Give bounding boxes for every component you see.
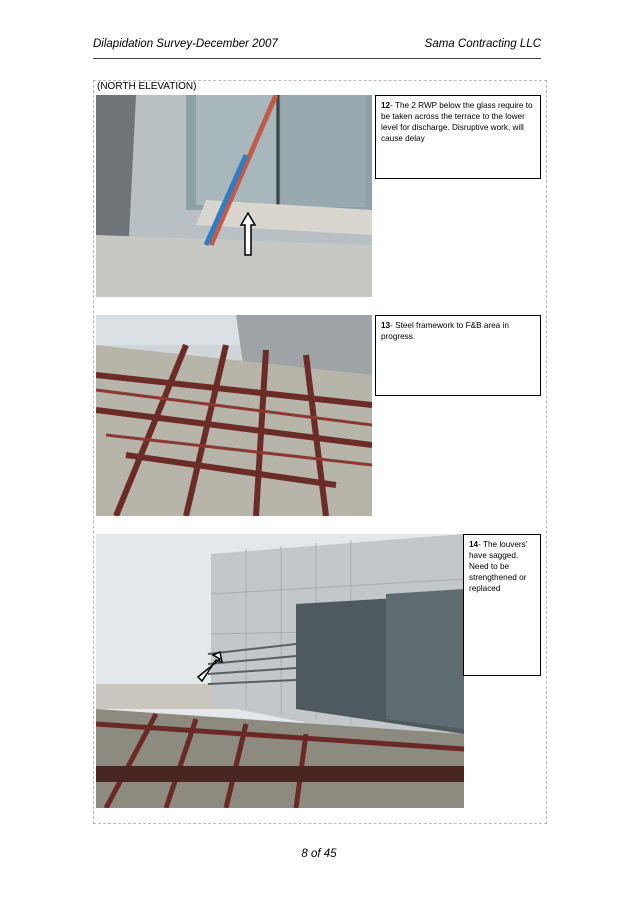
- photo-steel-framework: [96, 315, 372, 516]
- item-14-number: 14: [469, 540, 479, 549]
- item-13-text: - Steel framework to F&B area in progress.: [381, 321, 509, 341]
- page-number: 8 of 45: [301, 848, 337, 860]
- item-13-number: 13: [381, 321, 391, 330]
- caption-item-13: [375, 315, 541, 396]
- photo-sagged-louvers: [96, 534, 464, 808]
- header-rule: [93, 58, 541, 59]
- photo-rwp-glass-terrace: [96, 95, 372, 297]
- item-12-number: 12: [381, 101, 391, 110]
- caption-item-14: [463, 534, 541, 676]
- item-14-text: - The louvers’ have sagged. Need to be strengthened or replaced: [469, 540, 528, 593]
- caption-item-12: [375, 95, 541, 179]
- document-header-right: Sama Contracting LLC: [424, 38, 541, 50]
- section-title: (NORTH ELEVATION): [97, 81, 197, 92]
- item-12-text: - The 2 RWP below the glass require to be taken across the terrace to the lower level for discharge. Disruptive work, will cause delay: [381, 101, 533, 143]
- document-header-left: Dilapidation Survey-December 2007: [93, 38, 278, 50]
